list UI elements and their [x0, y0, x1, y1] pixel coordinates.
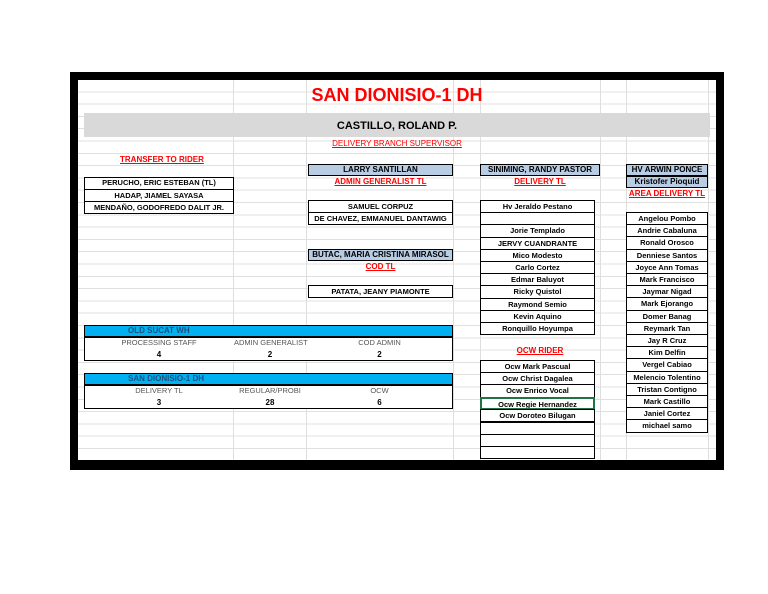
old-sucat-header: ADMIN GENERALIST: [234, 338, 308, 347]
area-rider: Denniese Santos: [626, 249, 708, 262]
column-line: [600, 80, 601, 460]
area-head: HV ARWIN PONCE: [631, 165, 703, 174]
area-rider: Janiel Cortez: [626, 407, 708, 420]
ocw-rider: Ocw Enrico Vocal: [480, 384, 595, 397]
delivery-rider: Kevin Aquino: [480, 310, 595, 323]
area-rider: Domer Banag: [626, 310, 708, 323]
san-dionisio-value: 28: [265, 398, 275, 407]
old-sucat-value: 2: [377, 350, 382, 359]
delivery-head: SINIMING, RANDY PASTOR: [487, 165, 592, 174]
area-rider: Kim Delfin: [626, 346, 708, 359]
delivery-rider: JERVY CUANDRANTE: [480, 237, 595, 250]
page-frame: [70, 72, 724, 470]
area-rider: Angelou Pombo: [626, 212, 708, 225]
delivery-rider: Hv Jeraldo Pestano: [480, 200, 595, 213]
san-dionisio-header: REGULAR/PROBI: [239, 386, 301, 395]
transfer-name: PERUCHO, ERIC ESTEBAN (TL): [102, 178, 216, 187]
san-dionisio-header: OCW: [370, 386, 389, 395]
transfer-heading: TRANSFER TO RIDER: [120, 155, 204, 164]
area-sub: Kristofer Pioquid: [634, 177, 700, 186]
transfer-name: MENDAÑO, GODOFREDO DALIT JR.: [84, 201, 234, 214]
transfer-name: HADAP, JIAMEL SAYASA: [84, 189, 234, 201]
area-rider: Mark Ejorango: [626, 297, 708, 310]
san-dionisio-heading: SAN DIONISIO-1 DH: [128, 374, 205, 383]
area-rider: Andrie Cabaluna: [626, 224, 708, 237]
old-sucat-header: PROCESSING STAFF: [121, 338, 197, 347]
supervisor-role: DELIVERY BRANCH SUPERVISOR: [332, 139, 462, 148]
cod-name: PATATA, JEANY PIAMONTE: [308, 285, 453, 298]
delivery-rider: Jorie Templado: [480, 224, 595, 237]
area-role: AREA DELIVERY TL: [628, 189, 706, 198]
delivery-rider: Edmar Baluyot: [480, 273, 595, 286]
admin-head: LARRY SANTILLAN: [343, 165, 418, 174]
old-sucat-heading: OLD SUCAT WH: [128, 326, 190, 335]
old-sucat-value: 2: [267, 350, 273, 359]
column-line: [453, 80, 454, 460]
san-dionisio-value: 3: [156, 398, 162, 407]
admin-name: DE CHAVEZ, EMMANUEL DANTAWIG: [308, 212, 453, 225]
area-rider: Mark Francisco: [626, 273, 708, 286]
column-line: [708, 80, 709, 460]
ocw-rider: Ocw Mark Pascual: [480, 360, 595, 373]
cod-role: COD TL: [365, 262, 396, 271]
area-rider: Jaymar Nigad: [626, 285, 708, 298]
ocw-heading: OCW RIDER: [516, 346, 564, 355]
area-rider: Jay R Cruz: [626, 334, 708, 347]
ocw-rider: Ocw Doroteo Bilugan: [480, 409, 595, 422]
old-sucat-header: COD ADMIN: [358, 338, 401, 347]
san-dionisio-header: DELIVERY TL: [135, 386, 183, 395]
delivery-rider: Carlo Cortez: [480, 261, 595, 274]
admin-role: ADMIN GENERALIST TL: [334, 177, 427, 186]
san-dionisio-value: 6: [377, 398, 382, 407]
ocw-rider: Ocw Regie Hernandez: [480, 397, 595, 410]
delivery-rider: Mico Modesto: [480, 249, 595, 262]
supervisor-name: CASTILLO, ROLAND P.: [336, 120, 458, 132]
area-rider: Vergel Cabiao: [626, 358, 708, 371]
area-rider: Reymark Tan: [626, 322, 708, 335]
old-sucat-value: 4: [156, 350, 162, 359]
area-rider: Ronald Orosco: [626, 236, 708, 249]
page-title: SAN DIONISIO-1 DH: [311, 85, 483, 105]
admin-name: SAMUEL CORPUZ: [308, 200, 453, 213]
area-rider: Mark Castillo: [626, 395, 708, 408]
delivery-rider: Raymond Semio: [480, 298, 595, 311]
ocw-rider: Ocw Christ Dagalea: [480, 372, 595, 385]
delivery-role: DELIVERY TL: [514, 177, 566, 186]
cod-head: BUTAC, MARIA CRISTINA MIRASOL: [312, 250, 449, 259]
delivery-rider: [480, 212, 595, 225]
delivery-rider: Ricky Quistol: [480, 285, 595, 298]
area-rider: Tristan Contigno: [626, 383, 708, 396]
area-rider: michael samo: [626, 419, 708, 432]
empty-cell: [480, 446, 595, 459]
delivery-rider: Ronquillo Hoyumpa: [480, 322, 595, 335]
spreadsheet: [78, 80, 716, 460]
area-rider: Joyce Ann Tomas: [626, 261, 708, 274]
area-rider: Melencio Tolentino: [626, 371, 708, 384]
